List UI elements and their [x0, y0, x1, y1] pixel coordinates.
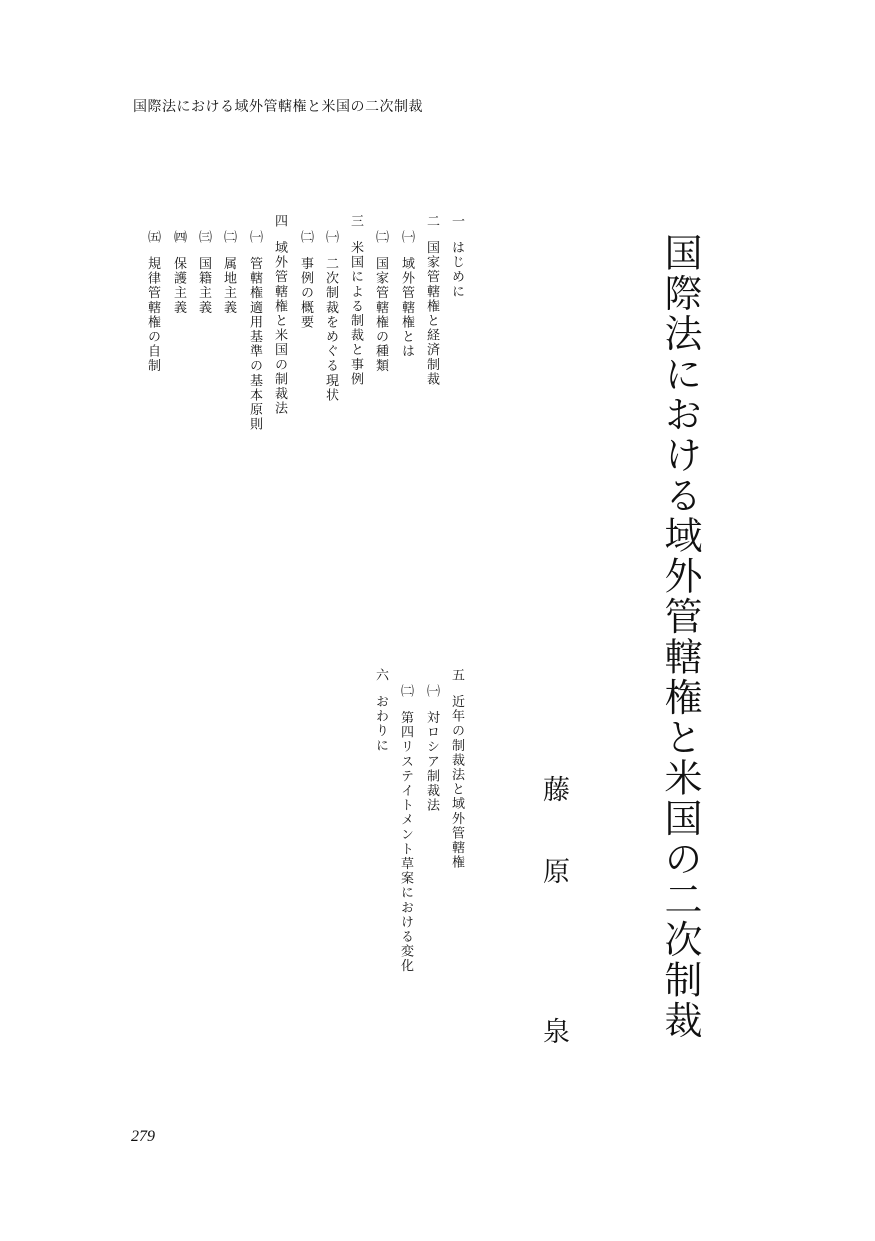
toc-number: 四 — [272, 214, 287, 229]
toc-number: 一 — [449, 214, 464, 229]
toc-item — [222, 230, 235, 315]
toc-item — [172, 230, 185, 315]
toc-item — [349, 214, 362, 387]
toc-item — [299, 230, 312, 330]
toc-text: 第四リステイトメント草案における変化 — [398, 710, 413, 974]
toc-number: ㈤ — [145, 230, 160, 245]
toc-item — [425, 214, 438, 387]
toc-number: ㈠ — [323, 230, 338, 245]
toc-number: 三 — [348, 214, 363, 229]
toc-number: ㈠ — [247, 230, 262, 245]
toc-number: ㈣ — [171, 230, 186, 245]
toc-text: 国家管轄権と経済制裁 — [424, 240, 439, 387]
toc-number: 二 — [424, 214, 439, 229]
author-name — [540, 775, 574, 1045]
toc-item — [450, 214, 463, 299]
toc-number: ㈡ — [221, 230, 236, 245]
toc-text: 米国による制裁と事例 — [348, 240, 363, 387]
toc-text: はじめに — [449, 240, 464, 300]
toc-number: ㈢ — [196, 230, 211, 245]
article-title: 国際法における域外管轄権と米国の二次制裁 — [658, 233, 702, 1041]
running-head: 国際法における域外管轄権と米国の二次制裁 — [133, 99, 423, 115]
toc-item — [374, 230, 387, 373]
toc-number: 五 — [449, 668, 464, 683]
author-char: 藤 — [538, 775, 569, 802]
toc-text: 管轄権適用基準の基本原則 — [247, 256, 262, 432]
toc-text: おわりに — [373, 694, 388, 754]
toc-item — [248, 230, 261, 432]
toc-item — [450, 668, 463, 870]
toc-item — [400, 230, 413, 359]
toc-text: 属地主義 — [221, 256, 236, 316]
toc-number: ㈠ — [399, 230, 414, 245]
toc-text: 域外管轄権と米国の制裁法 — [272, 240, 287, 416]
toc-number: ㈠ — [424, 684, 439, 699]
toc-item — [374, 668, 387, 753]
toc-number: ㈡ — [298, 230, 313, 245]
toc-text: 域外管轄権とは — [399, 256, 414, 359]
author-char: 泉 — [538, 1017, 569, 1044]
page-number: 279 — [131, 1128, 155, 1145]
toc-text: 国籍主義 — [196, 256, 211, 316]
toc-item — [273, 214, 286, 416]
toc-text: 事例の概要 — [298, 256, 313, 330]
toc-text: 二次制裁をめぐる現状 — [323, 256, 338, 403]
toc-item — [425, 684, 438, 813]
toc-text: 保護主義 — [171, 256, 186, 316]
toc-number: ㈡ — [398, 684, 413, 699]
toc-number: ㈡ — [373, 230, 388, 245]
toc-number: 六 — [373, 668, 388, 683]
toc-item — [146, 230, 159, 373]
toc-item — [399, 684, 412, 973]
toc-text: 対ロシア制裁法 — [424, 710, 439, 813]
toc-item — [324, 230, 337, 403]
toc-text: 規律管轄権の自制 — [145, 256, 160, 374]
toc-text: 国家管轄権の種類 — [373, 256, 388, 374]
author-char: 原 — [538, 857, 569, 884]
toc-item — [197, 230, 210, 315]
toc-text: 近年の制裁法と域外管轄権 — [449, 694, 464, 870]
